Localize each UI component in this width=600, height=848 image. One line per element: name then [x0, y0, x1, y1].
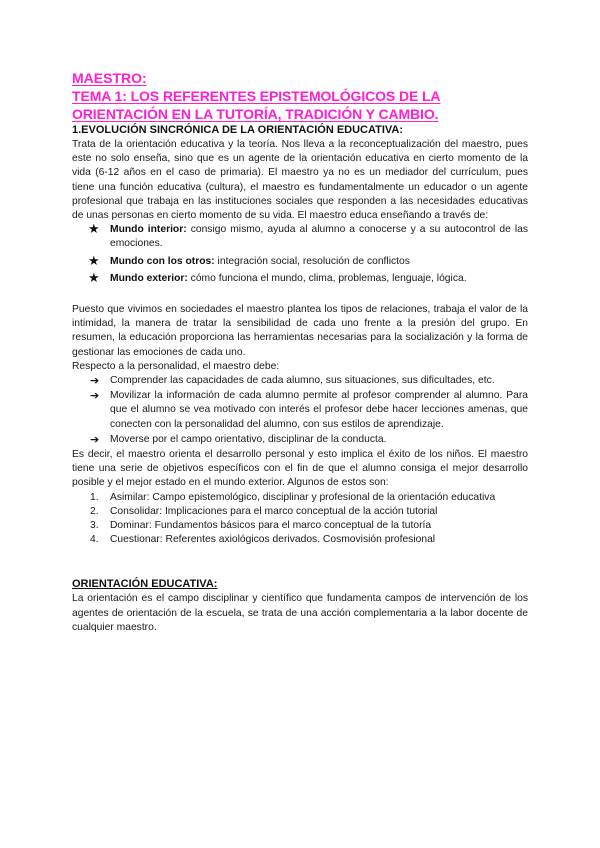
section1-para2: Puesto que vivimos en sociedades el maestro plantea los tipos de relaciones, trabaja el valor de la intimidad, la manera de tratar la sensibilidad de cada uno frente a la presión del grupo. En resumen, la educación proporciona las herramientas necesarias para la socialización y la forma de gestionar las emociones de cada uno. [72, 304, 528, 358]
star-item-text: cómo funciona el mundo, clima, problemas, lenguaje, lógica. [187, 272, 467, 284]
star-item-bold: Mundo con los otros: [110, 255, 215, 267]
spacer [72, 547, 528, 577]
item-number: 1. [90, 491, 99, 503]
star-icon: ★ [88, 221, 100, 237]
arrow-item [72, 374, 528, 388]
star-item [72, 269, 528, 286]
item-number: 3. [90, 520, 99, 532]
arrow-item [72, 389, 528, 432]
star-item [72, 252, 528, 269]
arrow-right-icon: ➔ [90, 433, 100, 446]
section2-text: La orientación es el campo disciplinar y científico que fundamenta campos de intervención de los agentes de orientación de la escuela, se trata de una acción complementaria a la labor docente de cualquier maestro. [72, 593, 528, 633]
numbered-item-text: Dominar: Fundamentos básicos para el marco conceptual de la tutoría [110, 520, 432, 532]
numbered-item [72, 491, 528, 505]
star-item [72, 223, 528, 251]
maestro-heading: MAESTRO: [72, 70, 147, 86]
star-list [72, 223, 528, 286]
star-icon: ★ [88, 269, 100, 285]
star-item-bold: Mundo interior: [110, 224, 187, 236]
star-item-text: integración social, resolución de conflictos [214, 255, 410, 267]
arrow-right-icon: ➔ [90, 375, 100, 388]
numbered-item-text: Consolidar: Implicaciones para el marco conceptual de la acción tutorial [110, 505, 438, 517]
numbered-item [72, 519, 528, 533]
section1-title: 1.EVOLUCIÓN SINCRÓNICA DE LA ORIENTACIÓN EDUCATIVA: [72, 124, 404, 136]
arrow-item-text: Comprender las capacidades de cada alumno, sus situaciones, sus dificultades, etc. [110, 375, 495, 387]
item-number: 2. [90, 505, 99, 517]
arrow-list [72, 374, 528, 447]
arrow-item-text: Movilizar la información de cada alumno permite al profesor comprender al alumno. Para que el alumno se vea motivado con interés el profesor debe hacer lecciones amenas, que conecten con la personalidad del alumno, con sus estilos de aprendizaje. [110, 390, 528, 430]
numbered-list [72, 491, 528, 548]
item-number: 4. [90, 534, 99, 546]
spacer [72, 289, 528, 303]
arrow-right-icon: ➔ [90, 390, 100, 403]
section1-para3: Respecto a la personalidad, el maestro debe: [72, 360, 280, 372]
star-item-bold: Mundo exterior: [110, 272, 188, 284]
arrow-item-text: Moverse por el campo orientativo, disciplinar de la conducta. [110, 433, 387, 445]
numbered-item-text: Asimilar: Campo epistemológico, disciplinar y profesional de la orientación educativa [110, 491, 496, 503]
numbered-item [72, 505, 528, 519]
tema-heading: TEMA 1: LOS REFERENTES EPISTEMOLÓGICOS DE LA ORIENTACIÓN EN LA TUTORÍA, TRADICIÓN Y CAMBIO. [72, 88, 441, 122]
section1-intro: Trata de la orientación educativa y la teoría. Nos lleva a la reconceptualización del maestro, pues este no solo enseña, sino que es un agente de la orientación educativa en cierto momento de la vida (6-12 años en el caso de primaria). El maestro ya no es un mediador del currículum, pues tiene una función educativa (cultura), el maestro es fundamentalmente un educador o un agente profesional que trabaja en las instituciones sociales que responden a las necesidades educativas de unas personas en cierto momento de su vida. El maestro educa enseñando a través de: [72, 139, 528, 222]
star-icon: ★ [88, 252, 100, 268]
star-item-text: consigo mismo, ayuda al alumno a conocerse y a su autocontrol de las emociones. [110, 224, 529, 250]
numbered-item-text: Cuestionar: Referentes axiológicos derivados. Cosmovisión profesional [110, 534, 436, 546]
numbered-item [72, 533, 528, 547]
section2-title: ORIENTACIÓN EDUCATIVA: [72, 578, 218, 591]
section1-para4: Es decir, el maestro orienta el desarrollo personal y esto implica el éxito de los niños. El maestro tiene una serie de objetivos específicos con el fin de que el alumno consiga el mejor desarrollo posible y el mejor estado en el mundo exterior. Algunos de estos son: [72, 449, 528, 489]
arrow-item [72, 433, 528, 447]
